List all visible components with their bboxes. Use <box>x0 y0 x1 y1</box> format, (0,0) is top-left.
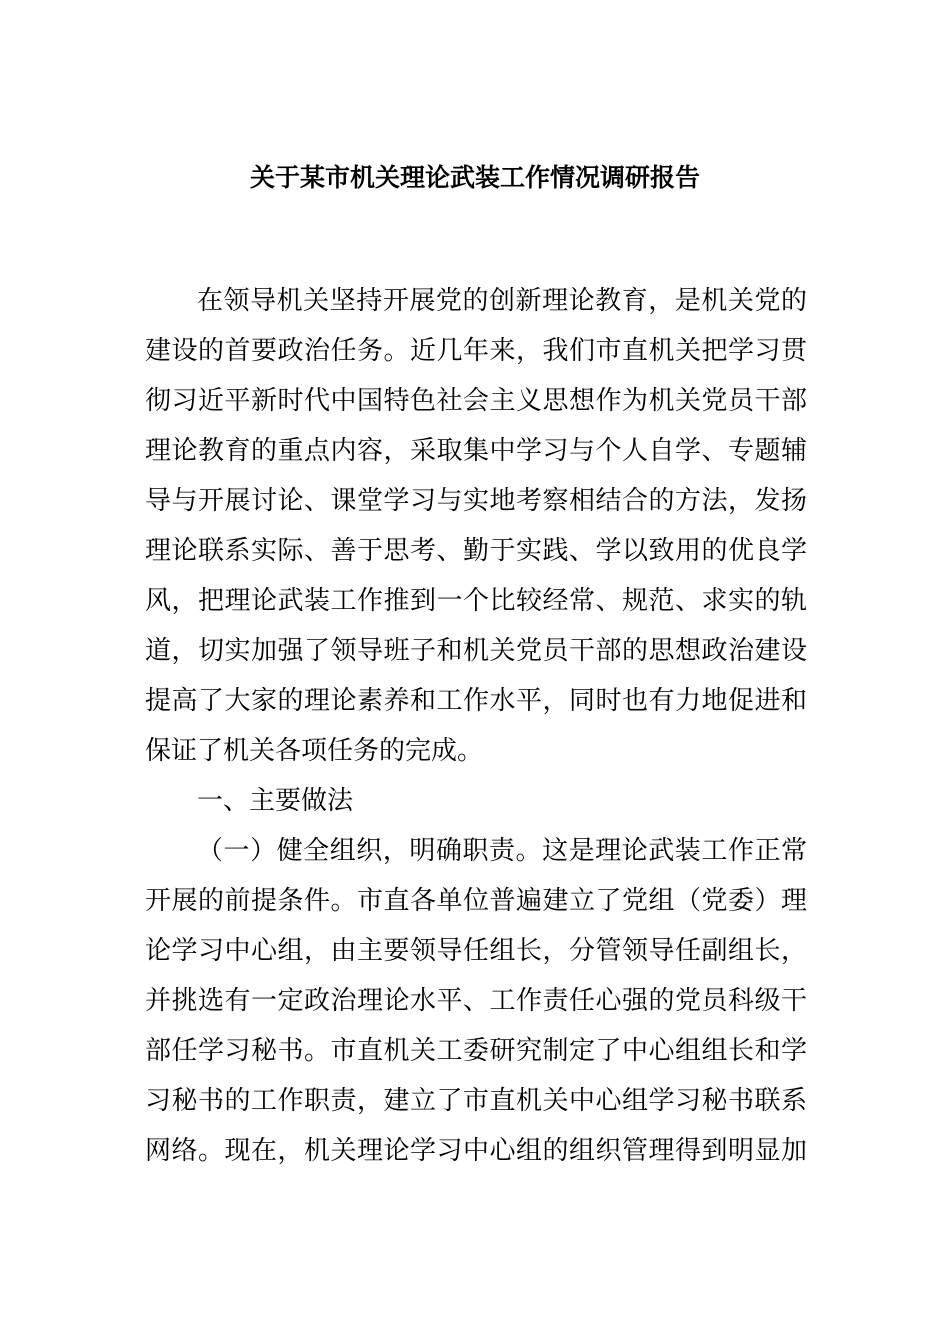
paragraph-line: 一、主要做法 <box>197 786 354 816</box>
paragraph-line: 彻习近平新时代中国特色社会主义思想作为机关党员干部 <box>145 386 807 416</box>
paragraph-line: 论学习中心组，由主要领导任组长，分管领导任副组长， <box>145 936 807 966</box>
paragraph-line: 并挑选有一定政治理论水平、工作责任心强的党员科级干 <box>145 986 807 1016</box>
paragraph-line: 在领导机关坚持开展党的创新理论教育，是机关党的 <box>197 286 807 316</box>
paragraph-line: 理论联系实际、善于思考、勤于实践、学以致用的优良学 <box>145 536 807 566</box>
paragraph-line: 网络。现在，机关理论学习中心组的组织管理得到明显加 <box>145 1136 807 1166</box>
paragraph-line: 导与开展讨论、课堂学习与实地考察相结合的方法，发扬 <box>145 486 807 516</box>
paragraph-line: 保证了机关各项任务的完成。 <box>145 736 484 766</box>
paragraph-line: 道，切实加强了领导班子和机关党员干部的思想政治建设 <box>145 636 807 666</box>
paragraph-line: 开展的前提条件。市直各单位普遍建立了党组（党委）理 <box>145 886 807 916</box>
paragraph-line: 风，把理论武装工作推到一个比较经常、规范、求实的轨 <box>145 586 807 616</box>
paragraph-line: （一）健全组织，明确职责。这是理论武装工作正常 <box>197 836 807 866</box>
paragraph-line: 理论教育的重点内容，采取集中学习与个人自学、专题辅 <box>145 436 807 466</box>
paragraph-line: 习秘书的工作职责，建立了市直机关中心组学习秘书联系 <box>145 1086 807 1116</box>
paragraph-line: 建设的首要政治任务。近几年来，我们市直机关把学习贯 <box>145 336 807 366</box>
paragraph-line: 提高了大家的理论素养和工作水平，同时也有力地促进和 <box>145 686 807 716</box>
document-title: 关于某市机关理论武装工作情况调研报告 <box>249 163 700 192</box>
paragraph-line: 部任学习秘书。市直机关工委研究制定了中心组组长和学 <box>145 1036 807 1066</box>
